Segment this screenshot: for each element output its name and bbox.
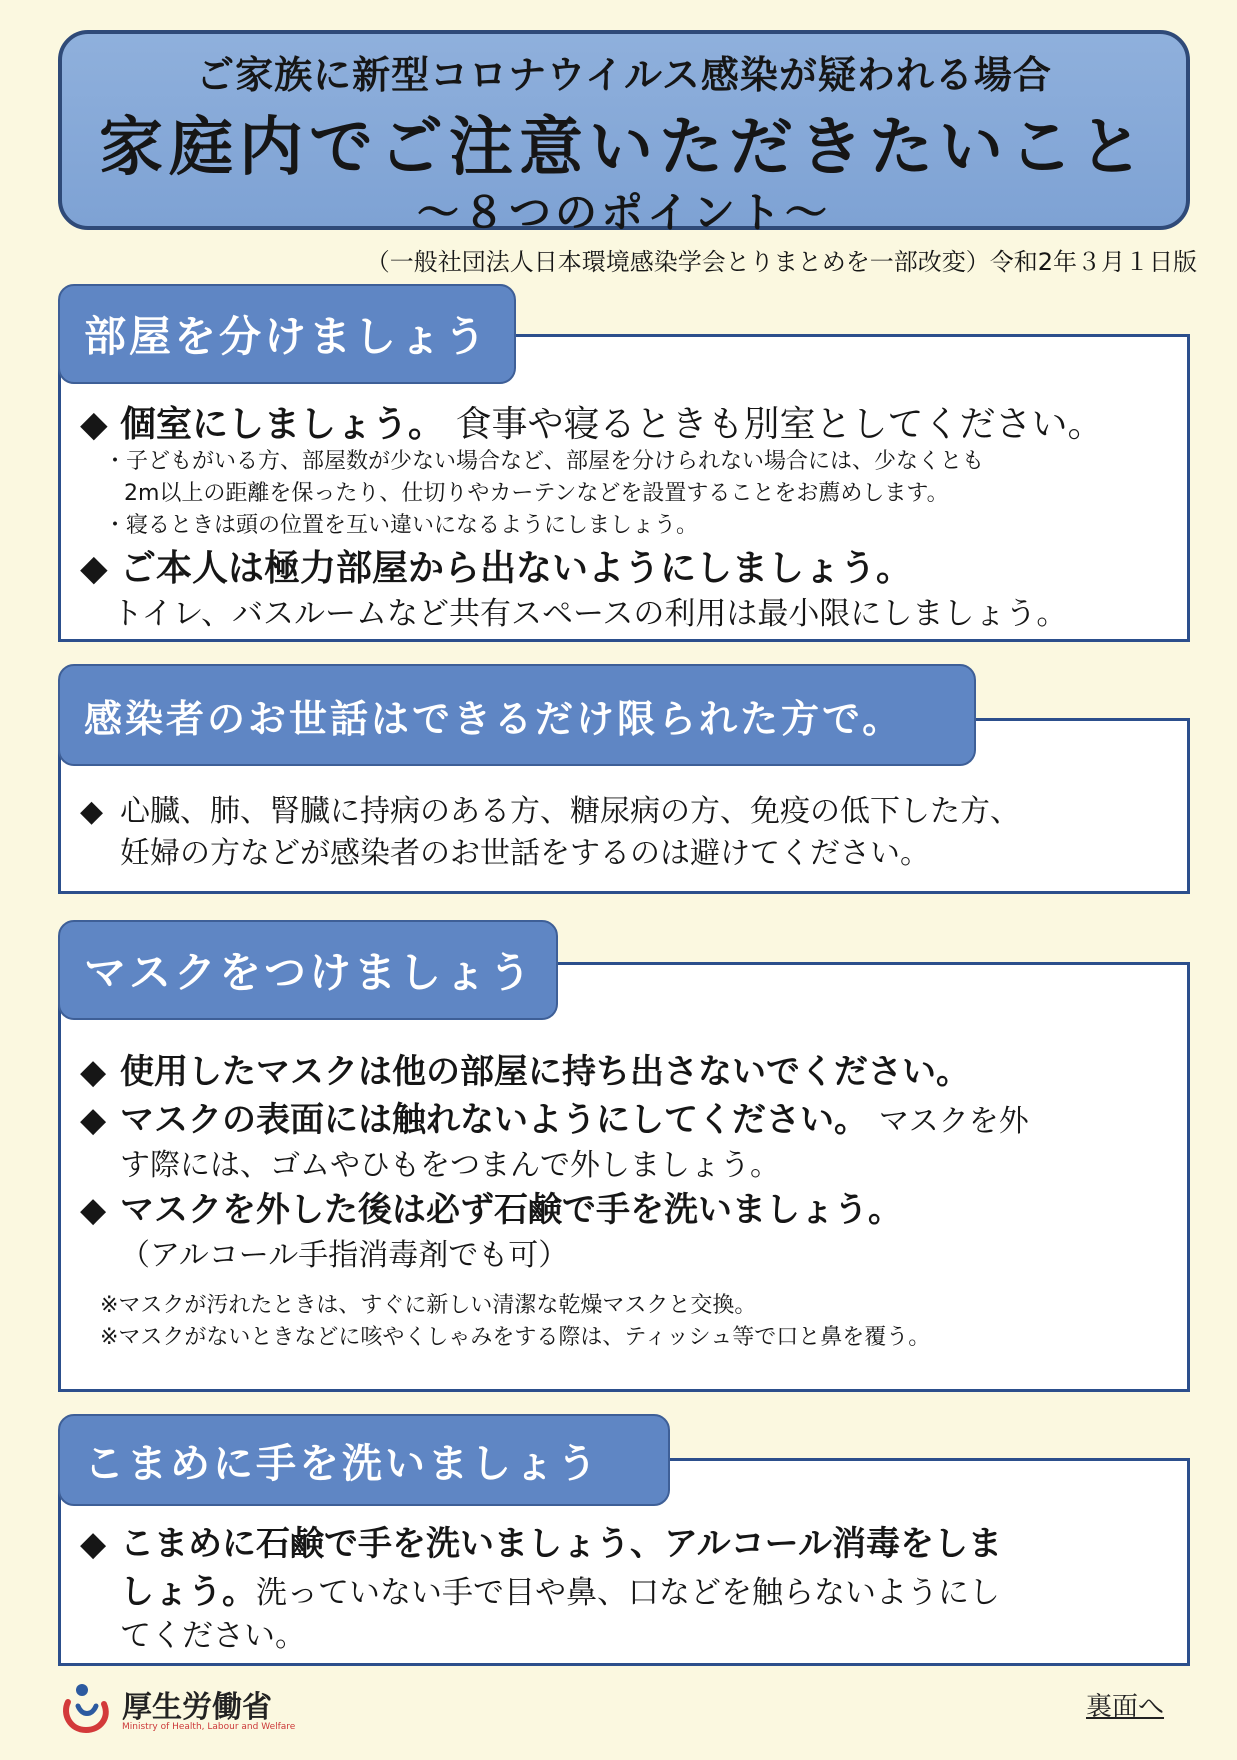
back-page-link[interactable]: 裏面へ [1086, 1692, 1165, 1722]
section-handwash-tab: こまめに手を洗いましょう [58, 1414, 670, 1506]
section-care-line2: 妊婦の方などが感染者のお世話をするのは避けてください。 [120, 836, 930, 871]
section-handwash-line2: しょう。洗っていない手で目や鼻、口などを触らないようにし [120, 1572, 1000, 1612]
section-room-sub1: ・子どもがいる方、部屋数が少ない場合など、部屋を分けられない場合には、少なくとも [104, 449, 985, 474]
header-banner [58, 30, 1190, 237]
header-line1: ご家族に新型コロナウイルス感染が疑われる場合 [196, 53, 1052, 97]
source-note: （一般社団法人日本環境感染学会とりまとめを一部改変）令和2年３月１日版 [365, 248, 1197, 276]
section-handwash-line1: ◆ こまめに石鹸で手を洗いましょう、アルコール消毒をしま [80, 1524, 1002, 1564]
section-mask-line3: す際には、ゴムやひもをつまんで外しましょう。 [120, 1148, 780, 1183]
section-mask-line4: ◆ マスクを外した後は必ず石鹸で手を洗いましょう。 [80, 1190, 902, 1230]
page-title: 家庭内でご注意いただきたいこと [99, 111, 1149, 185]
diamond-bullet-icon: ◆ [80, 1100, 107, 1140]
diamond-bullet-icon: ◆ [80, 548, 108, 589]
diamond-bullet-icon: ◆ [80, 1524, 107, 1564]
section-mask-tab: マスクをつけましょう [58, 920, 558, 1020]
page-subtitle: ～８つのポイント～ [416, 188, 831, 237]
section-care-line1: ◆ 心臓、肺、腎臓に持病のある方、糖尿病の方、免疫の低下した方、 [80, 794, 1020, 829]
section-room-sub2: 2m以上の距離を保ったり、仕切りやカーテンなどを設置することをお薦めします。 [124, 481, 949, 506]
ministry-name-en: Ministry of Health, Labour and Welfare [122, 1722, 296, 1732]
section-mask-note2: ※マスクがないときなどに咳やくしゃみをする際は、ティッシュ等で口と鼻を覆う。 [100, 1325, 931, 1350]
section-room-line3: トイレ、バスルームなど共有スペースの利用は最小限にしましょう。 [112, 596, 1068, 632]
section-mask-note1: ※マスクが汚れたときは、すぐに新しい清潔な乾燥マスクと交換。 [100, 1293, 757, 1318]
diamond-bullet-icon: ◆ [80, 404, 108, 445]
diamond-bullet-icon: ◆ [80, 1190, 107, 1230]
section-room-line2: ◆ ご本人は極力部屋から出ないようにしましょう。 [80, 548, 913, 589]
diamond-bullet-icon: ◆ [80, 794, 104, 829]
section-mask-line2: ◆ マスクの表面には触れないようにしてください。 マスクを外 [80, 1100, 1029, 1140]
ministry-name: 厚生労働省 [122, 1690, 272, 1725]
section-care-tab: 感染者のお世話はできるだけ限られた方で。 [58, 664, 976, 766]
diamond-bullet-icon: ◆ [80, 1052, 107, 1092]
section-room-line1: ◆ 個室にしましょう。 食事や寝るときも別室としてください。 [80, 404, 1104, 445]
section-room-tab: 部屋を分けましょう [58, 284, 516, 384]
section-handwash-line3: てください。 [120, 1618, 306, 1654]
section-room-sub3: ・寝るときは頭の位置を互い違いになるようにしましょう。 [104, 513, 699, 538]
section-mask-line1: ◆ 使用したマスクは他の部屋に持ち出さないでください。 [80, 1052, 970, 1092]
section-mask-line5: （アルコール手指消毒剤でも可） [120, 1238, 569, 1273]
ministry-logo-icon [60, 1680, 114, 1734]
